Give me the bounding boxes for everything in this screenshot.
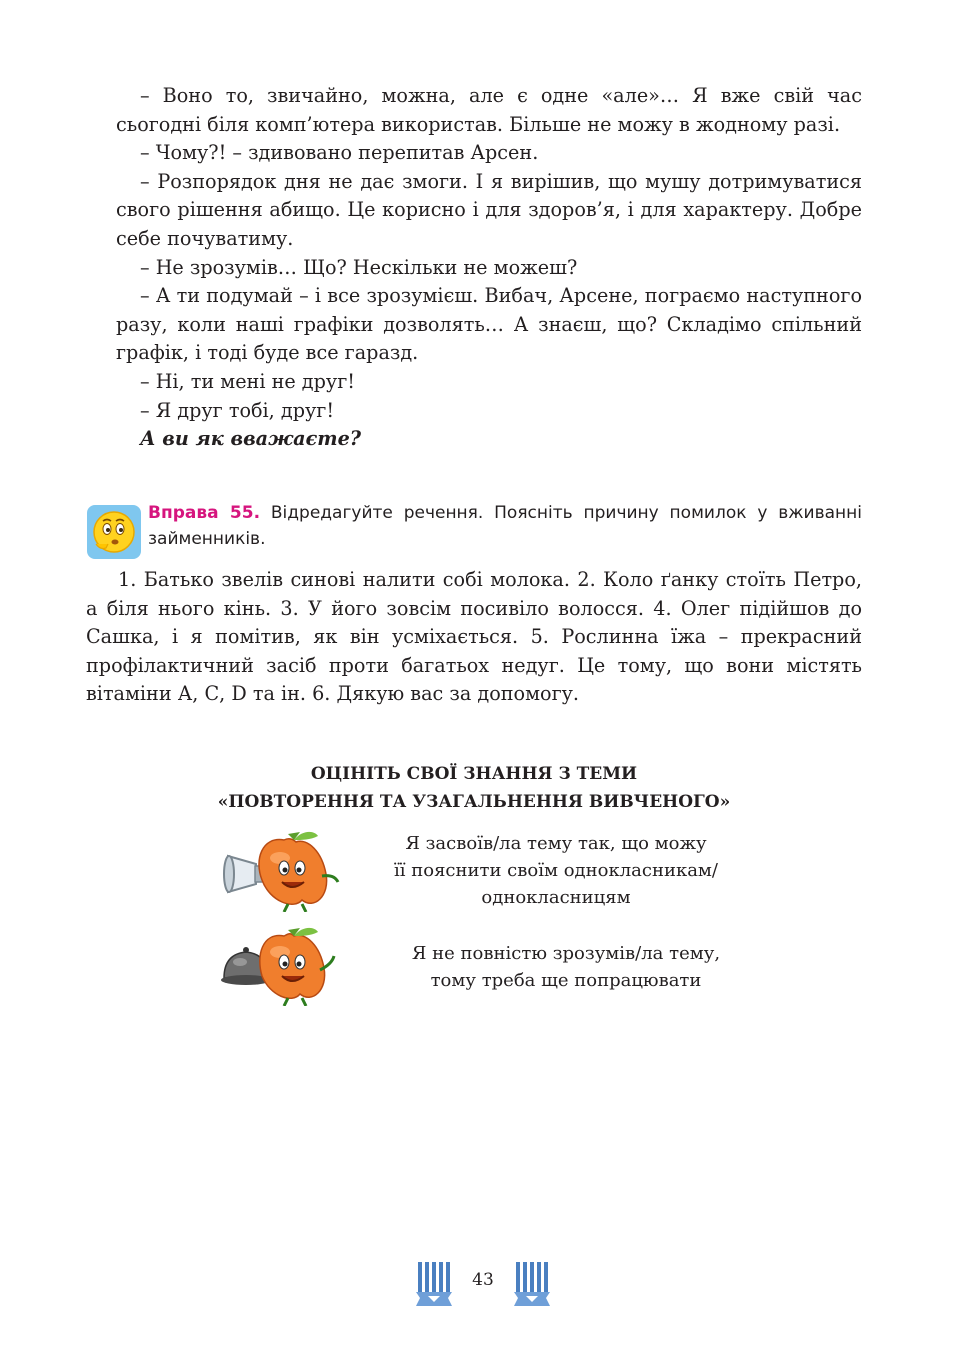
- exercise-label: Вправа 55.: [148, 503, 261, 523]
- heading-line-2: «ПОВТОРЕННЯ ТА УЗАГАЛЬНЕННЯ ВИВЧЕНОГО»: [217, 792, 731, 812]
- ornament-left-icon: [414, 1260, 454, 1308]
- dialogue-line: – Розпорядок дня не дає змоги. І я вирішив, що мушу дотримуватися свого рішення абищо. Це корисно і для здоров’я, і для характеру. Добре себе почуватиму.: [116, 169, 862, 250]
- caption-line: тому треба ще попрацювати: [430, 970, 702, 991]
- dialogue-line: – Ні, ти мені не друг!: [140, 369, 355, 393]
- caption-line: Я не повністю зрозумів/ла тему,: [411, 943, 721, 964]
- caption-line: однокласницям: [481, 887, 631, 908]
- assessment-caption-2: [366, 940, 766, 994]
- dialogue-block: [116, 82, 862, 454]
- assessment-level-1: [0, 826, 963, 916]
- dialogue-line: – Чому?! – здивовано перепитав Арсен.: [140, 141, 539, 165]
- caption-line: Я засвоїв/ла тему так, що можу: [405, 833, 707, 854]
- exercise-text: Відредагуйте речення. Поясніть причину помилок у вживанні займенників.: [148, 503, 862, 549]
- caption-line: її пояснити своїм однокласникам/: [394, 860, 718, 881]
- dialogue-line: – Я друг тобі, друг!: [140, 398, 335, 422]
- peach-megaphone-icon: [222, 826, 344, 912]
- page-footer: [414, 1260, 552, 1308]
- exercise-sentences: [86, 566, 862, 709]
- dialogue-line: – Воно то, звичайно, можна, але є одне «але»… Я вже свій час сьогодні біля комп’ютера використав. Більше не можу в жодному разі.: [116, 84, 862, 136]
- sentences-paragraph: 1. Батько звелів синові налити собі молока. 2. Коло ґанку стоїть Петро, а біля нього кінь. 3. У його зовсім посивіло волосся. 4. Олег підійшов до Сашка, і я помітив, як він усміхається. 5. Рослинна їжа – прекрасний профілактичний засіб проти багатьох недуг. Це тому, що вони містять вітаміни А, С, D та ін. 6. Дякую вас за допомогу.: [86, 568, 862, 706]
- dialogue-line: – Не зрозумів… Що? Нескільки не можеш?: [140, 255, 578, 279]
- exercise-55: [86, 500, 862, 562]
- heading-line-1: ОЦІНІТЬ СВОЇ ЗНАННЯ З ТЕМИ: [310, 764, 638, 784]
- assessment-caption-1: [356, 830, 756, 911]
- peach-dish-icon: [220, 924, 338, 1006]
- exercise-instruction: [148, 500, 862, 552]
- page-number: 43: [472, 1270, 494, 1290]
- thinking-emoji-icon: [86, 504, 142, 560]
- dialogue-line: – А ти подумай – і все зрозумієш. Вибач, Арсене, пограємо наступного разу, коли наші графіки дозволять… А знаєш, що? Складімо спільний графік, і тоді буде все гаразд.: [116, 284, 862, 365]
- assessment-level-2: [0, 924, 963, 1014]
- ornament-right-icon: [512, 1260, 552, 1308]
- discussion-question: А ви як вважаєте?: [140, 427, 362, 451]
- self-assessment-heading: [86, 760, 862, 816]
